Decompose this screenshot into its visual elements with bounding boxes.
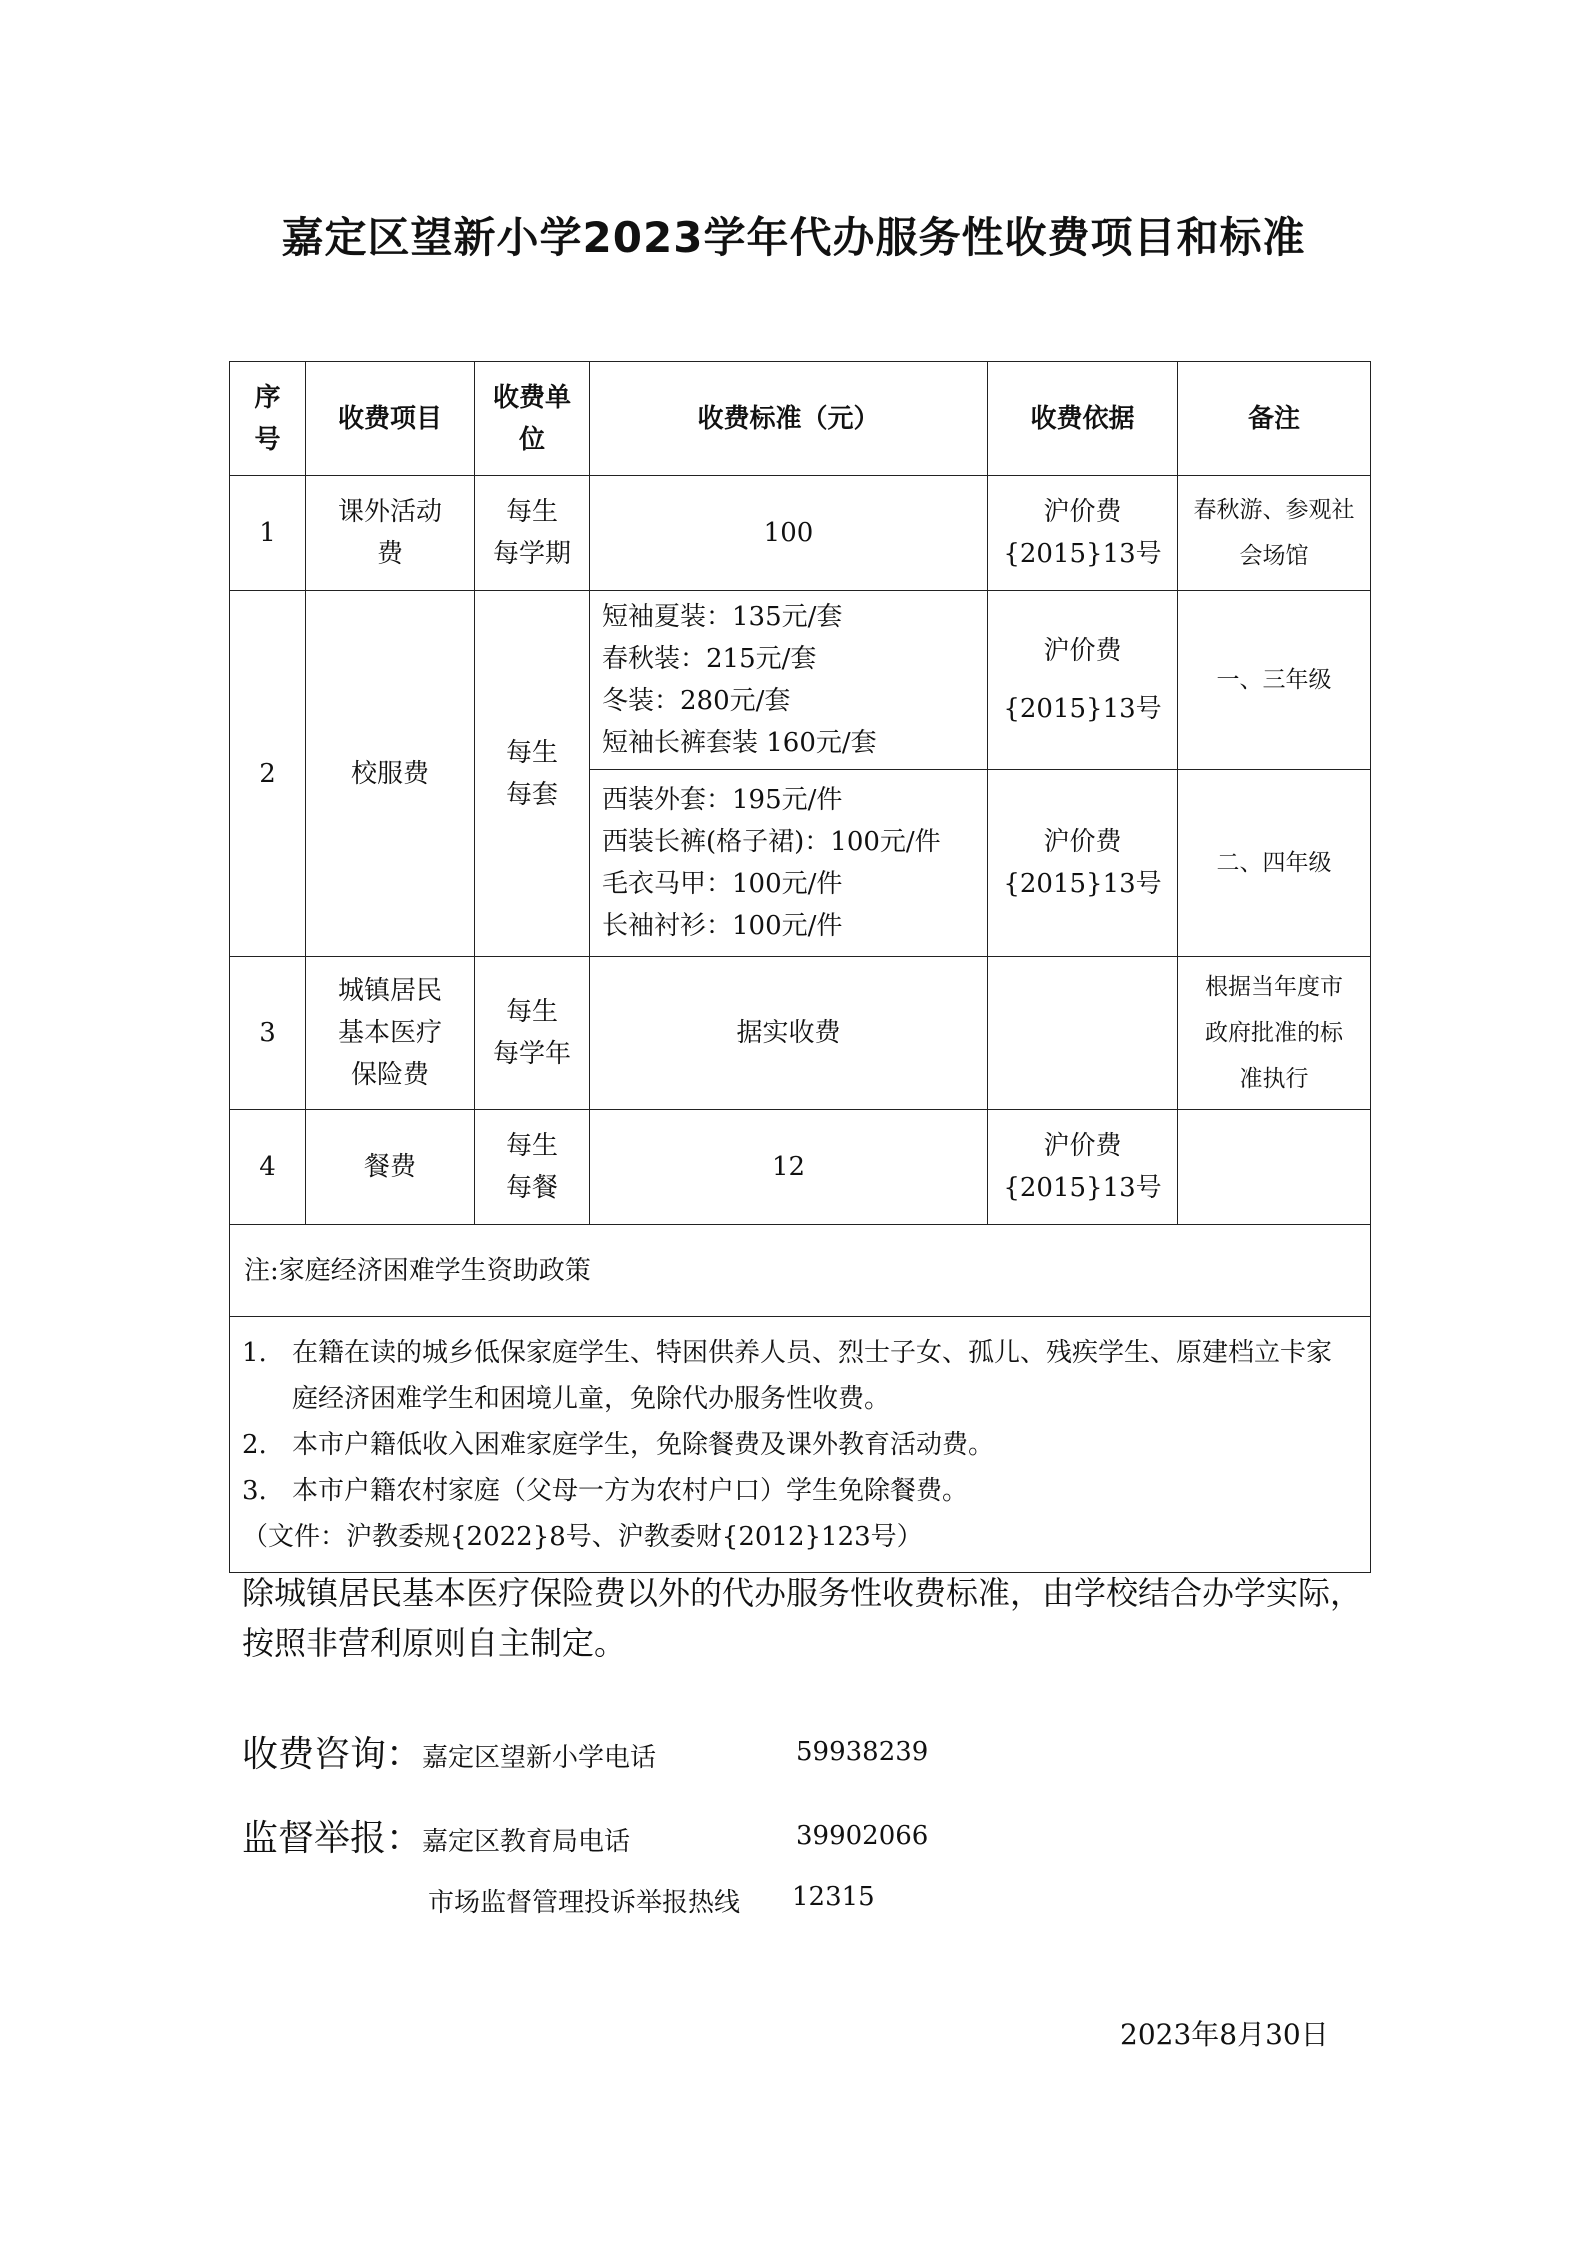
policy-row (230, 1317, 1371, 1573)
report-name: 嘉定区教育局电话 (422, 1827, 631, 1857)
row-unit: 每生 每学期 (475, 476, 590, 591)
header-standard: 收费标准（元） (590, 362, 988, 476)
row-remark: 根据当年度市 政府批准的标 准执行 (1178, 957, 1371, 1110)
note-row (230, 1225, 1371, 1317)
row-standard: 据实收费 (590, 957, 988, 1110)
table-row (230, 476, 1371, 591)
row-unit: 每生 每学年 (475, 957, 590, 1110)
policy-source: （文件：沪教委规{2022}8号、沪教委财{2012}123号） (242, 1521, 923, 1552)
report-phone: 39902066 (796, 1821, 929, 1851)
row-basis: 沪价费 {2015}13号 (988, 1110, 1178, 1225)
header-no: 序 号 (230, 362, 306, 476)
header-basis: 收费依据 (988, 362, 1178, 476)
statement: 除城镇居民基本医疗保险费以外的代办服务性收费标准，由学校结合办学实际，按照非营利原则自主制定。 (242, 1574, 1363, 1662)
row-standard: 西装外套：195元/件 西装长裤(格子裙)：100元/件 毛衣马甲：100元/件 长袖衬衫：100元/件 (590, 770, 988, 957)
header-remark: 备注 (1178, 362, 1371, 476)
fee-table (229, 361, 1371, 1573)
row-remark (1178, 1110, 1371, 1225)
row-remark: 一、三年级 (1178, 591, 1371, 770)
header-unit: 收费单 位 (475, 362, 590, 476)
list-item: 2. 本市户籍低收入困难家庭学生，免除餐费及课外教育活动费。 (242, 1429, 995, 1460)
row-remark: 二、四年级 (1178, 770, 1371, 957)
row-no: 3 (230, 957, 306, 1110)
row-basis: 沪价费 {2015}13号 (988, 770, 1178, 957)
row-standard: 100 (590, 476, 988, 591)
row-item: 校服费 (306, 591, 475, 957)
table-row (230, 957, 1371, 1110)
table-row (230, 1110, 1371, 1225)
table-row (230, 591, 1371, 770)
page-title: 嘉定区望新小学2023学年代办服务性收费项目和标准 (281, 213, 1306, 262)
list-item: 3. 本市户籍农村家庭（父母一方为农村户口）学生免除餐费。 (242, 1475, 969, 1506)
inquiry-name: 嘉定区望新小学电话 (422, 1743, 657, 1773)
row-no: 4 (230, 1110, 306, 1225)
policy-list (230, 1317, 1371, 1573)
row-basis: 沪价费 {2015}13号 (988, 476, 1178, 591)
header-item: 收费项目 (306, 362, 475, 476)
row-unit: 每生 每套 (475, 591, 590, 957)
issue-date: 2023年8月30日 (1120, 2018, 1329, 2051)
assistance-note: 注:家庭经济困难学生资助政策 (230, 1225, 1371, 1317)
report-line (242, 1810, 630, 1861)
row-no: 2 (230, 591, 306, 957)
row-remark: 春秋游、参观社 会场馆 (1178, 476, 1371, 591)
list-item: 1. 在籍在读的城乡低保家庭学生、特困供养人员、烈士子女、孤儿、残疾学生、原建档立卡家庭经济困难学生和困境儿童，免除代办服务性收费。 (242, 1337, 1333, 1414)
row-no: 1 (230, 476, 306, 591)
row-basis: 沪价费 {2015}13号 (988, 591, 1178, 770)
report-label: 监督举报： (242, 1818, 423, 1859)
table-header-row (230, 362, 1371, 476)
row-standard: 短袖夏装：135元/套 春秋装：215元/套 冬装：280元/套 短袖长裤套装 160元/套 (590, 591, 988, 770)
inquiry-phone: 59938239 (796, 1737, 929, 1767)
inquiry-line (242, 1726, 656, 1777)
row-unit: 每生 每餐 (475, 1110, 590, 1225)
row-item: 课外活动 费 (306, 476, 475, 591)
row-item: 城镇居民 基本医疗 保险费 (306, 957, 475, 1110)
row-item: 餐费 (306, 1110, 475, 1225)
market-phone: 12315 (792, 1882, 875, 1912)
market-name: 市场监督管理投诉举报热线 (428, 1888, 741, 1918)
row-standard: 12 (590, 1110, 988, 1225)
inquiry-label: 收费咨询： (242, 1734, 423, 1775)
row-basis (988, 957, 1178, 1110)
